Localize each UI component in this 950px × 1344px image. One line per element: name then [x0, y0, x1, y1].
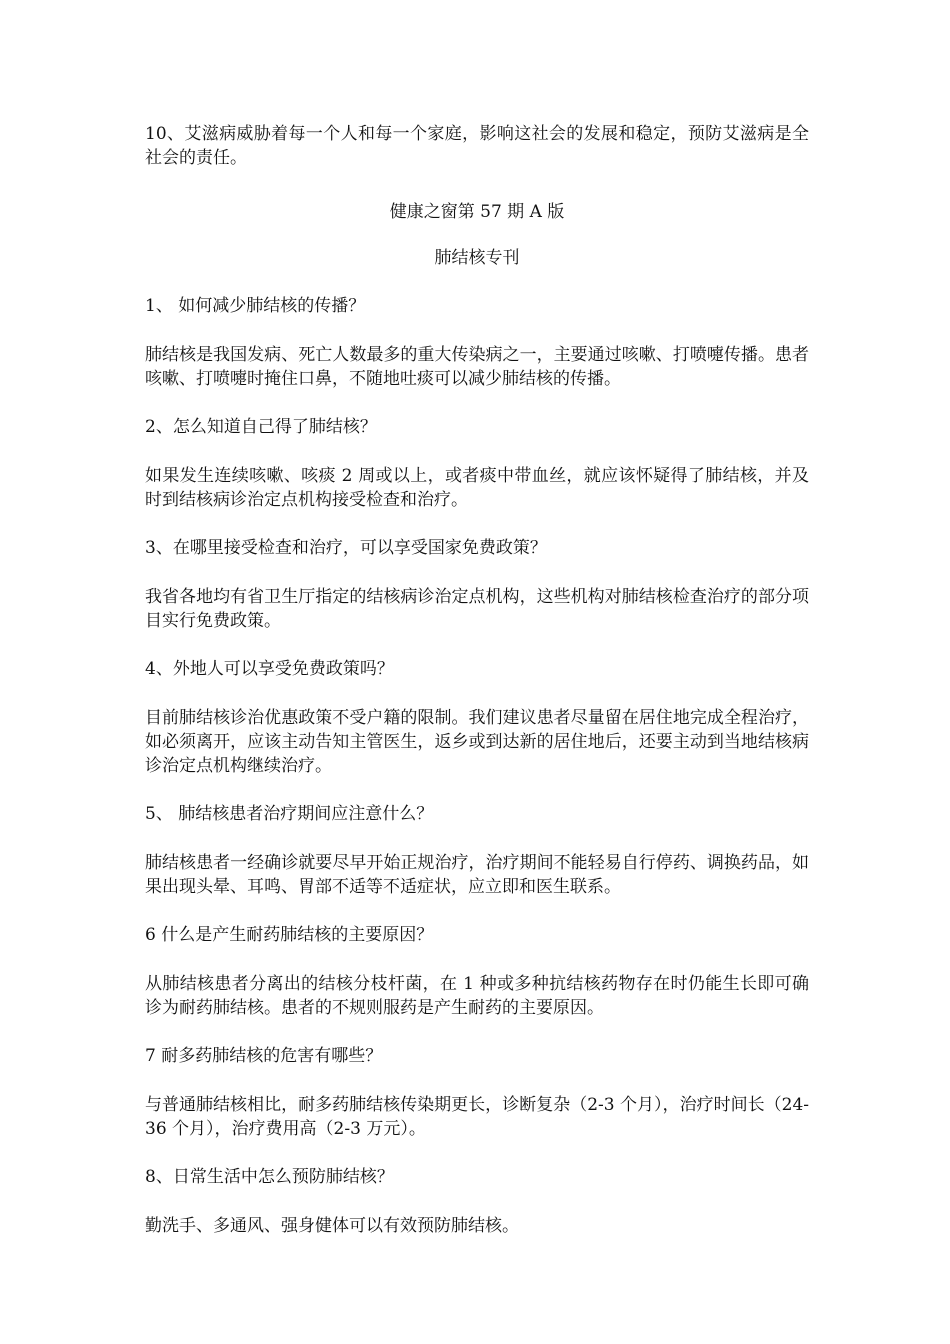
- answer-4: 目前肺结核诊治优惠政策不受户籍的限制。我们建议患者尽量留在居住地完成全程治疗，如必须离开，应该主动告知主管医生，返乡或到达新的居住地后，还要主动到当地结核病诊治定点机构继续治疗。: [145, 708, 809, 776]
- intro-paragraph: 10、艾滋病威胁着每一个人和每一个家庭，影响这社会的发展和稳定，预防艾滋病是全社会的责任。: [145, 124, 809, 168]
- question-3: 3、在哪里接受检查和治疗，可以享受国家免费政策？: [145, 538, 547, 558]
- question-5: 5、 肺结核患者治疗期间应注意什么？: [145, 804, 434, 824]
- question-2: 2、怎么知道自己得了肺结核？: [145, 417, 377, 437]
- question-6: 6 什么是产生耐药肺结核的主要原因？: [145, 925, 434, 945]
- answer-8: 勤洗手、多通风、强身健体可以有效预防肺结核。: [145, 1216, 519, 1236]
- question-7: 7 耐多药肺结核的危害有哪些？: [145, 1046, 383, 1066]
- answer-2: 如果发生连续咳嗽、咳痰 2 周或以上，或者痰中带血丝，就应该怀疑得了肺结核，并及时到结核病诊治定点机构接受检查和治疗。: [145, 466, 809, 510]
- question-1: 1、 如何减少肺结核的传播？: [145, 296, 366, 316]
- answer-3: 我省各地均有省卫生厅指定的结核病诊治定点机构，这些机构对肺结核检查治疗的部分项目实行免费政策。: [145, 587, 809, 631]
- document-page: [145, 120, 809, 1238]
- question-8: 8、日常生活中怎么预防肺结核？: [145, 1167, 394, 1187]
- answer-7: 与普通肺结核相比，耐多药肺结核传染期更长，诊断复杂（2-3 个月），治疗时间长（24-36 个月），治疗费用高（2-3 万元）。: [145, 1095, 809, 1139]
- issue-title: 健康之窗第 57 期 A 版: [389, 202, 565, 222]
- answer-6: 从肺结核患者分离出的结核分枝杆菌，在 1 种或多种抗结核药物存在时仍能生长即可确诊为耐药肺结核。患者的不规则服药是产生耐药的主要原因。: [145, 974, 809, 1018]
- topic-title: 肺结核专刊: [434, 248, 520, 268]
- answer-1: 肺结核是我国发病、死亡人数最多的重大传染病之一，主要通过咳嗽、打喷嚏传播。患者咳嗽、打喷嚏时掩住口鼻，不随地吐痰可以减少肺结核的传播。: [145, 345, 809, 389]
- question-4: 4、外地人可以享受免费政策吗？: [145, 659, 394, 679]
- answer-5: 肺结核患者一经确诊就要尽早开始正规治疗，治疗期间不能轻易自行停药、调换药品，如果出现头晕、耳鸣、胃部不适等不适症状，应立即和医生联系。: [145, 853, 809, 897]
